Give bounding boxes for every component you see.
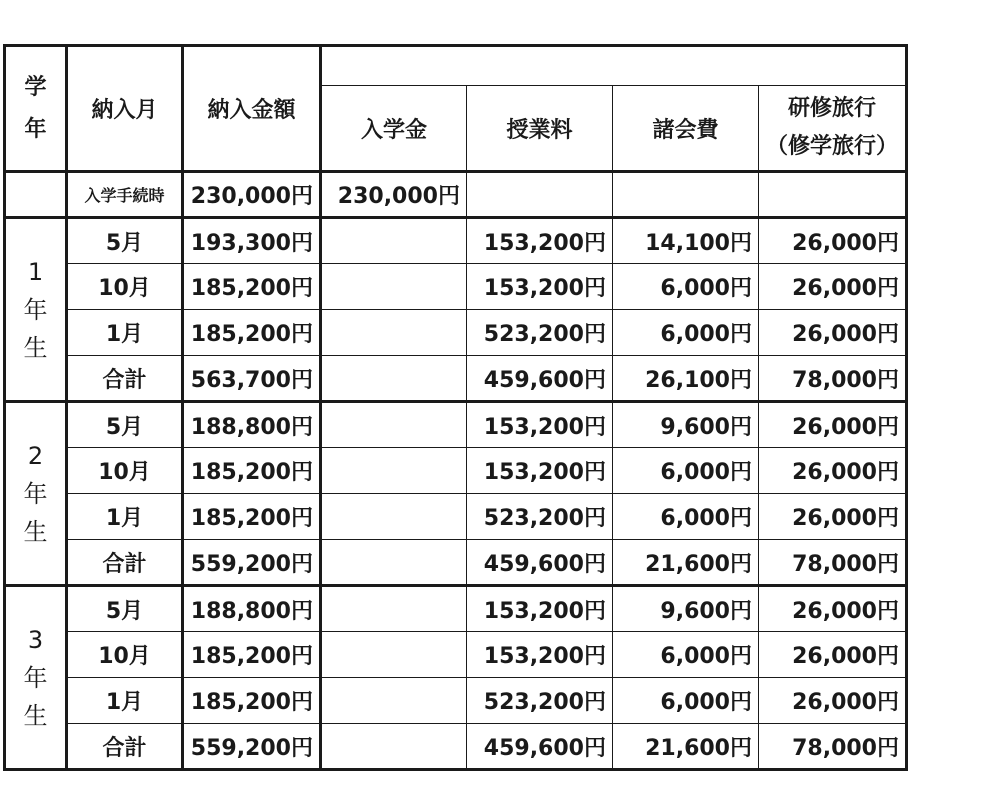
grade-label-char: 1 [27,257,44,286]
admission-cell [321,724,467,770]
table-row [5,586,907,632]
travel-cell: 78,000円 [759,724,907,770]
tuition-cell: 523,200円 [467,310,613,356]
misc-cell: 6,000円 [613,632,759,678]
month-cell: 5月 [67,402,183,448]
table-row [5,218,907,264]
travel-cell: 26,000円 [759,218,907,264]
header-amount: 納入金額 [183,46,321,172]
admission-cell [321,632,467,678]
grade-label [5,586,67,770]
header-breakdown-group [321,46,907,86]
header-row-top [5,46,907,86]
misc-cell: 14,100円 [613,218,759,264]
admission-cell [321,402,467,448]
tuition-cell: 153,200円 [467,402,613,448]
amount-cell: 185,200円 [183,448,321,494]
table-row [5,632,907,678]
misc-cell: 9,600円 [613,586,759,632]
travel-cell: 26,000円 [759,264,907,310]
tuition-cell: 523,200円 [467,678,613,724]
header-misc: 諸会費 [613,86,759,172]
table-row [5,448,907,494]
grade-label-char: 年 [23,479,48,508]
grade-label-char: 生 [23,333,48,362]
amount-cell: 185,200円 [183,310,321,356]
header-tuition: 授業料 [467,86,613,172]
travel-cell: 26,000円 [759,402,907,448]
tuition-cell: 153,200円 [467,218,613,264]
tuition-cell: 459,600円 [467,724,613,770]
table-row [5,678,907,724]
grade-label-char: 年 [23,663,48,692]
enrollment-admission: 230,000円 [321,172,467,218]
month-cell: 合計 [67,540,183,586]
misc-cell: 21,600円 [613,724,759,770]
month-cell: 合計 [67,356,183,402]
misc-cell: 6,000円 [613,448,759,494]
travel-cell: 26,000円 [759,586,907,632]
header-month: 納入月 [67,46,183,172]
misc-cell: 21,600円 [613,540,759,586]
travel-cell: 26,000円 [759,448,907,494]
table-row [5,540,907,586]
header-travel-line-2: （修学旅行） [765,134,898,159]
misc-cell: 9,600円 [613,402,759,448]
header-travel-line-1: 研修旅行 [787,96,876,121]
admission-cell [321,218,467,264]
enrollment-amount: 230,000円 [183,172,321,218]
travel-cell: 78,000円 [759,540,907,586]
amount-cell: 185,200円 [183,678,321,724]
tuition-cell: 523,200円 [467,494,613,540]
amount-cell: 185,200円 [183,632,321,678]
enrollment-tuition [467,172,613,218]
admission-cell [321,494,467,540]
table-row [5,402,907,448]
tuition-cell: 153,200円 [467,586,613,632]
enrollment-misc [613,172,759,218]
misc-cell: 6,000円 [613,494,759,540]
tuition-cell: 153,200円 [467,448,613,494]
admission-cell [321,540,467,586]
grade-label-char: 2 [27,441,44,470]
table-row [5,264,907,310]
misc-cell: 26,100円 [613,356,759,402]
month-cell: 5月 [67,586,183,632]
month-cell: 1月 [67,678,183,724]
header-travel [759,86,907,172]
tuition-cell: 153,200円 [467,632,613,678]
month-cell: 1月 [67,494,183,540]
month-cell: 合計 [67,724,183,770]
misc-cell: 6,000円 [613,264,759,310]
tuition-cell: 459,600円 [467,356,613,402]
amount-cell: 188,800円 [183,402,321,448]
misc-cell: 6,000円 [613,310,759,356]
amount-cell: 185,200円 [183,264,321,310]
month-cell: 10月 [67,264,183,310]
amount-cell: 559,200円 [183,724,321,770]
grade-label-char: 年 [23,295,48,324]
header-grade-line-1: 学 [24,74,47,100]
table-row [5,356,907,402]
admission-cell [321,310,467,356]
amount-cell: 559,200円 [183,540,321,586]
travel-cell: 26,000円 [759,494,907,540]
tuition-cell: 459,600円 [467,540,613,586]
amount-cell: 193,300円 [183,218,321,264]
amount-cell: 188,800円 [183,586,321,632]
admission-cell [321,586,467,632]
enrollment-row [5,172,907,218]
table-row [5,494,907,540]
travel-cell: 78,000円 [759,356,907,402]
enrollment-grade-cell [5,172,67,218]
amount-cell: 185,200円 [183,494,321,540]
travel-cell: 26,000円 [759,678,907,724]
grade-label [5,218,67,402]
admission-cell [321,356,467,402]
admission-cell [321,678,467,724]
grade-label-char: 生 [23,701,48,730]
header-grade [5,46,67,172]
misc-cell: 6,000円 [613,678,759,724]
travel-cell: 26,000円 [759,632,907,678]
admission-cell [321,264,467,310]
table-row [5,310,907,356]
header-admission: 入学金 [321,86,467,172]
grade-label [5,402,67,586]
month-cell: 10月 [67,448,183,494]
admission-cell [321,448,467,494]
enrollment-travel [759,172,907,218]
grade-label-char: 生 [23,517,48,546]
enrollment-label: 入学手続時 [67,172,183,218]
fee-table [3,44,908,771]
month-cell: 1月 [67,310,183,356]
month-cell: 5月 [67,218,183,264]
header-grade-line-2: 年 [24,116,47,142]
amount-cell: 563,700円 [183,356,321,402]
month-cell: 10月 [67,632,183,678]
tuition-cell: 153,200円 [467,264,613,310]
grade-label-char: 3 [27,625,44,654]
travel-cell: 26,000円 [759,310,907,356]
table-row [5,724,907,770]
